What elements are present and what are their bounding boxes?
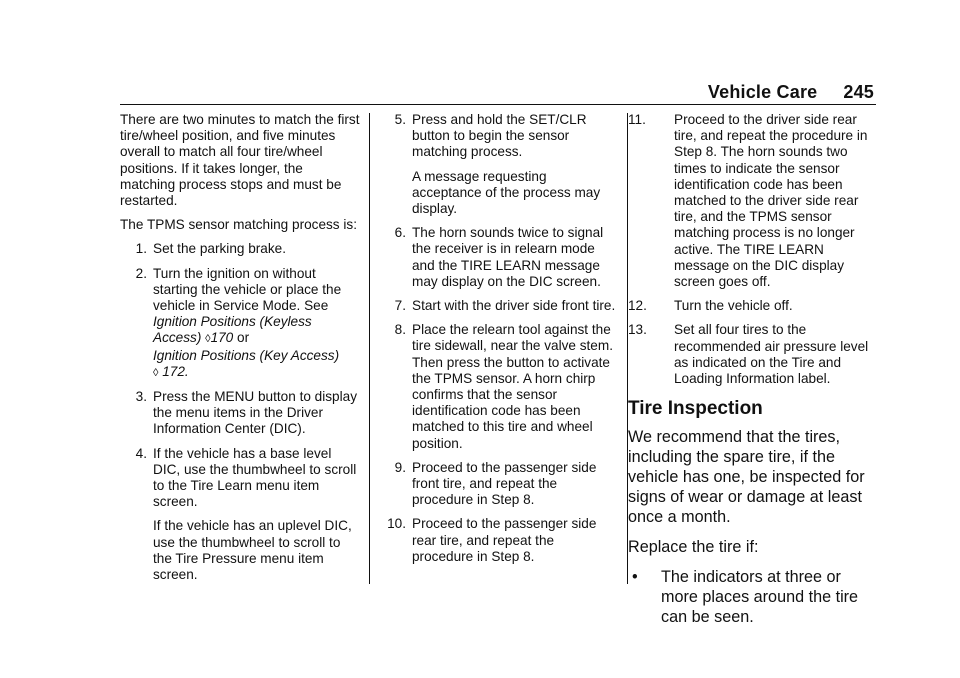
- step-text: or: [233, 330, 250, 346]
- list-item: [628, 112, 878, 290]
- step-number: 9.: [394, 459, 406, 475]
- intro-paragraph: There are two minutes to match the first tire/wheel position, and five minutes overall to match all four tire/wheel positions. If it takes longer, the matching process stops and must be restarted.: [120, 112, 360, 209]
- list-item: [120, 241, 360, 257]
- page-header: [708, 82, 874, 103]
- list-item: [628, 322, 878, 387]
- list-item: [378, 322, 616, 452]
- sentence-end: .: [184, 363, 189, 379]
- step-text: Set all four tires to the recommended air pressure level as indicated on the Tire and Loading Information label.: [674, 322, 869, 387]
- bullet-item: [628, 567, 878, 627]
- step-number: 8.: [394, 322, 406, 338]
- step-number: 10.: [387, 516, 406, 532]
- bullet-icon: •: [632, 568, 638, 587]
- step-number: 6.: [394, 225, 406, 241]
- step-number: 13.: [628, 322, 647, 338]
- step-number: 12.: [628, 298, 647, 314]
- process-lead: The TPMS sensor matching process is:: [120, 217, 357, 233]
- list-item: [120, 266, 360, 381]
- bullet-text: The indicators at three or more places around the tire can be seen.: [661, 568, 859, 627]
- step-list: [628, 112, 878, 387]
- page-arrow-icon: ◊: [153, 366, 159, 379]
- step-number: 4.: [135, 445, 147, 461]
- step-number: 11.: [628, 112, 646, 127]
- step-list: [378, 112, 616, 565]
- cross-reference-link[interactable]: Ignition Positions (Keyless Access): [153, 314, 312, 346]
- step-text: Turn the ignition on without starting the vehicle or place the vehicle in Service Mode. See: [153, 265, 342, 314]
- step-text: If the vehicle has a base level DIC, use the thumbwheel to scroll to the Tire Learn menu item screen.: [153, 445, 357, 510]
- list-item: [378, 112, 616, 217]
- cross-reference-link[interactable]: Ignition Positions (Key Access): [153, 347, 340, 363]
- inspection-paragraph: We recommend that the tires, including the spare tire, if the vehicle has one, be inspected for signs of wear or damage at least once a month.: [628, 428, 865, 527]
- section-name: Vehicle Care: [707, 82, 818, 102]
- step-subparagraph: If the vehicle has an uplevel DIC, use the thumbwheel to scroll to the Tire Pressure menu item screen.: [153, 518, 352, 583]
- section-heading: Tire Inspection: [628, 398, 763, 420]
- step-text: Press and hold the SET/CLR button to begin the sensor matching process.: [412, 112, 587, 160]
- page-reference[interactable]: 170: [210, 330, 234, 346]
- step-text: Turn the vehicle off.: [674, 298, 793, 314]
- list-item: [628, 298, 878, 314]
- column-3: [628, 112, 878, 637]
- step-text: Place the relearn tool against the tire sidewall, near the valve stem. Then press the button to activate the TPMS sensor. A horn chirp confirms that the sensor identification code has been matched to this tire and wheel position.: [412, 322, 613, 451]
- list-item: [120, 389, 360, 438]
- page-reference[interactable]: 172: [162, 363, 185, 379]
- list-item: [120, 446, 360, 584]
- step-subparagraph: A message requesting acceptance of the process may display.: [412, 168, 601, 217]
- page-arrow-icon: ◊: [205, 333, 211, 346]
- step-text: Proceed to the driver side rear tire, and repeat the procedure in Step 8. The horn sounds two times to indicate the sensor identification code has been matched to the driver side rear tire, and the TPMS sensor matching process is no longer active. The TIRE LEARN message on the DIC display screen goes off.: [674, 112, 868, 290]
- header-rule: [120, 104, 876, 105]
- list-item: [378, 225, 616, 290]
- replace-lead: Replace the tire if:: [628, 538, 759, 557]
- step-number: 2.: [135, 265, 147, 281]
- step-text: Start with the driver side front tire.: [412, 298, 616, 314]
- step-text: The horn sounds twice to signal the receiver is in relearn mode and the TIRE LEARN message may display on the DIC screen.: [412, 225, 604, 289]
- column-1: [120, 112, 360, 591]
- step-list: [120, 241, 360, 583]
- step-number: 3.: [135, 389, 147, 405]
- step-number: 7.: [394, 298, 406, 314]
- list-item: [378, 516, 616, 565]
- step-text: Proceed to the passenger side front tire, and repeat the procedure in Step 8.: [412, 459, 597, 508]
- page-number: 245: [843, 82, 874, 102]
- column-2: [378, 112, 616, 573]
- step-number: 1.: [135, 241, 147, 257]
- step-text: Press the MENU button to display the menu items in the Driver Information Center (DIC).: [153, 389, 357, 437]
- step-number: 5.: [394, 112, 406, 127]
- step-text: Proceed to the passenger side rear tire, and repeat the procedure in Step 8.: [412, 516, 597, 564]
- column-divider-1: [369, 113, 370, 584]
- step-text: Set the parking brake.: [153, 241, 286, 257]
- list-item: [378, 460, 616, 509]
- list-item: [378, 298, 616, 314]
